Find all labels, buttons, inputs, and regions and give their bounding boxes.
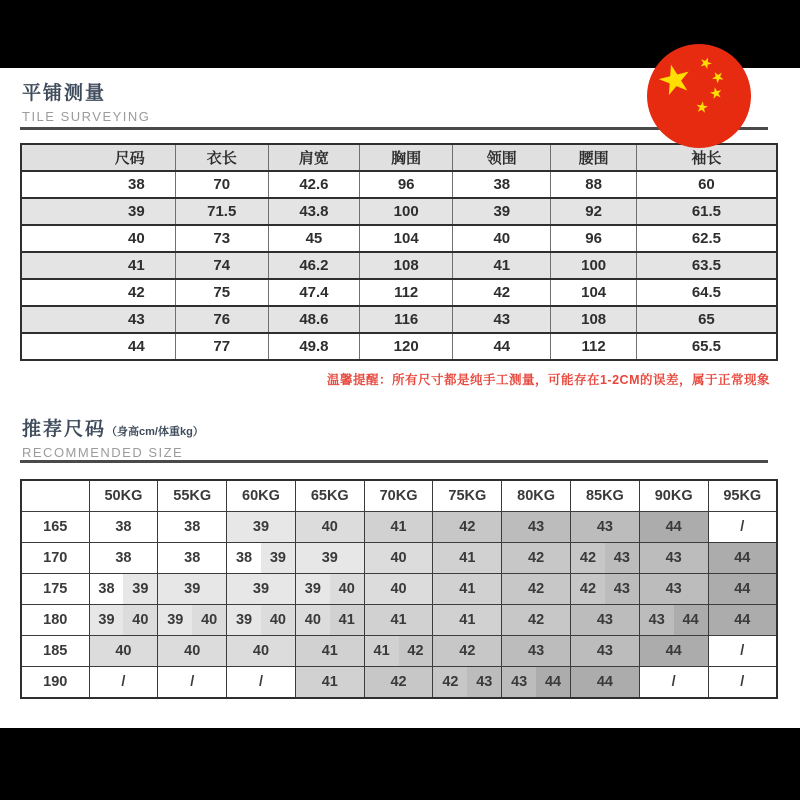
weight-column-header: 90KG — [639, 480, 708, 512]
size-cell — [571, 574, 640, 605]
measure-row — [21, 252, 777, 279]
measure-cell: 108 — [551, 306, 636, 333]
size-cell — [571, 543, 640, 574]
size-cell — [295, 605, 364, 636]
measure-cell: 100 — [360, 198, 453, 225]
measure-cell: 44 — [21, 333, 175, 360]
size-cell-half: 41 — [330, 605, 364, 635]
measure-cell: 45 — [268, 225, 359, 252]
measure-cell: 39 — [453, 198, 551, 225]
size-cell — [227, 605, 296, 636]
size-cell-half: 42 — [571, 574, 605, 604]
recommend-row — [21, 636, 777, 667]
measure-cell: 100 — [551, 252, 636, 279]
recommended-size-section-header — [22, 414, 204, 460]
measure-cell: 49.8 — [268, 333, 359, 360]
size-cell-half: 43 — [640, 605, 674, 635]
section-divider — [20, 460, 768, 463]
size-cell: 42 — [502, 605, 571, 636]
recommend-row — [21, 574, 777, 605]
size-cell: / — [639, 667, 708, 699]
measure-cell: 62.5 — [636, 225, 777, 252]
measure-cell: 41 — [21, 252, 175, 279]
size-cell-half: 42 — [433, 667, 467, 697]
size-cell: 43 — [502, 512, 571, 543]
size-cell-half: 42 — [399, 636, 433, 666]
size-cell: 41 — [364, 512, 433, 543]
size-cell: 42 — [502, 574, 571, 605]
measure-cell: 40 — [21, 225, 175, 252]
china-flag-badge — [647, 44, 751, 148]
size-cell-half: 39 — [296, 574, 330, 604]
measure-cell: 65.5 — [636, 333, 777, 360]
size-cell-half: 44 — [536, 667, 570, 697]
measure-cell: 92 — [551, 198, 636, 225]
flag-small-star-icon: ★ — [696, 53, 716, 74]
measure-cell: 77 — [175, 333, 268, 360]
measure-cell: 96 — [360, 171, 453, 198]
size-cell: 40 — [364, 543, 433, 574]
size-cell-half: 40 — [330, 574, 364, 604]
size-cell: 39 — [158, 574, 227, 605]
size-cell-half: 39 — [90, 605, 124, 635]
size-cell: 41 — [295, 636, 364, 667]
weight-column-header: 80KG — [502, 480, 571, 512]
size-cell-half: 39 — [158, 605, 192, 635]
measure-cell: 112 — [360, 279, 453, 306]
height-row-header: 170 — [21, 543, 89, 574]
size-cell: 40 — [158, 636, 227, 667]
size-cell: / — [89, 667, 158, 699]
size-cell-half: 44 — [674, 605, 708, 635]
size-cell-half: 40 — [296, 605, 330, 635]
section-title-zh-text: 推荐尺码 — [22, 419, 107, 440]
measure-cell: 104 — [360, 225, 453, 252]
measure-cell: 39 — [21, 198, 175, 225]
measure-row — [21, 279, 777, 306]
measure-cell: 64.5 — [636, 279, 777, 306]
flag-big-star-icon: ★ — [652, 54, 698, 106]
measure-cell: 88 — [551, 171, 636, 198]
size-cell: / — [158, 667, 227, 699]
height-row-header: 180 — [21, 605, 89, 636]
size-cell — [364, 636, 433, 667]
section-title-zh: 平铺测量 — [22, 83, 107, 104]
recommend-row — [21, 543, 777, 574]
size-cell: / — [708, 636, 777, 667]
size-cell: 41 — [295, 667, 364, 699]
measure-cell: 116 — [360, 306, 453, 333]
size-cell: 44 — [708, 543, 777, 574]
measure-cell: 46.2 — [268, 252, 359, 279]
section-divider — [20, 127, 768, 130]
weight-column-header: 50KG — [89, 480, 158, 512]
size-cell: 42 — [433, 636, 502, 667]
measure-table — [20, 143, 778, 361]
measure-cell: 47.4 — [268, 279, 359, 306]
size-cell-half: 43 — [467, 667, 501, 697]
measure-cell: 43 — [21, 306, 175, 333]
measure-cell: 112 — [551, 333, 636, 360]
size-cell: / — [227, 667, 296, 699]
measure-row — [21, 171, 777, 198]
size-cell-half: 40 — [261, 605, 295, 635]
size-cell-half: 39 — [227, 605, 261, 635]
section-title-en: RECOMMENDED SIZE — [22, 445, 184, 460]
size-cell: 43 — [571, 605, 640, 636]
size-cell-half: 40 — [123, 605, 157, 635]
size-cell — [89, 605, 158, 636]
measure-cell: 43 — [453, 306, 551, 333]
measure-cell: 71.5 — [175, 198, 268, 225]
measure-cell: 120 — [360, 333, 453, 360]
weight-column-header: 55KG — [158, 480, 227, 512]
measure-column-header: 袖长 — [636, 144, 777, 171]
size-cell — [433, 667, 502, 699]
size-cell: 42 — [433, 512, 502, 543]
recommend-row — [21, 512, 777, 543]
size-cell: 44 — [639, 512, 708, 543]
size-cell: 42 — [502, 543, 571, 574]
size-cell: / — [708, 512, 777, 543]
size-cell: 38 — [89, 543, 158, 574]
size-cell: 40 — [89, 636, 158, 667]
size-cell: 39 — [227, 574, 296, 605]
measure-cell: 104 — [551, 279, 636, 306]
measure-cell: 108 — [360, 252, 453, 279]
weight-column-header: 70KG — [364, 480, 433, 512]
measure-cell: 38 — [453, 171, 551, 198]
size-cell: 43 — [639, 574, 708, 605]
size-cell: 44 — [639, 636, 708, 667]
size-cell-half: 38 — [90, 574, 124, 604]
measure-cell: 41 — [453, 252, 551, 279]
flag-small-star-icon: ★ — [692, 99, 712, 116]
measure-cell: 74 — [175, 252, 268, 279]
measure-column-header: 领围 — [453, 144, 551, 171]
size-cell: 40 — [364, 574, 433, 605]
recommend-row — [21, 605, 777, 636]
size-cell: 41 — [433, 574, 502, 605]
recommend-table — [20, 479, 778, 699]
size-cell-half: 38 — [227, 543, 261, 573]
measure-cell: 43.8 — [268, 198, 359, 225]
size-cell-half: 43 — [502, 667, 536, 697]
size-cell-half: 43 — [605, 574, 639, 604]
size-cell-half: 42 — [571, 543, 605, 573]
measure-cell: 60 — [636, 171, 777, 198]
size-cell — [89, 574, 158, 605]
size-cell: 41 — [433, 543, 502, 574]
measure-cell: 61.5 — [636, 198, 777, 225]
size-cell: 43 — [571, 636, 640, 667]
measurement-disclaimer: 温馨提醒：所有尺寸都是纯手工测量，可能存在1-2CM的误差，属于正常现象 — [326, 373, 770, 387]
flag-small-star-icon: ★ — [705, 83, 727, 104]
measure-cell: 75 — [175, 279, 268, 306]
height-row-header: 190 — [21, 667, 89, 699]
size-cell: 38 — [89, 512, 158, 543]
size-cell: 40 — [227, 636, 296, 667]
weight-column-header: 65KG — [295, 480, 364, 512]
recommend-row — [21, 667, 777, 699]
size-cell: 44 — [571, 667, 640, 699]
size-cell-half: 39 — [123, 574, 157, 604]
measure-row — [21, 198, 777, 225]
size-cell: 43 — [502, 636, 571, 667]
size-cell: / — [708, 667, 777, 699]
size-cell-half: 39 — [261, 543, 295, 573]
measure-cell: 63.5 — [636, 252, 777, 279]
size-cell: 44 — [708, 605, 777, 636]
size-cell: 38 — [158, 512, 227, 543]
measure-cell: 42 — [453, 279, 551, 306]
height-row-header: 185 — [21, 636, 89, 667]
tile-surveying-section-header — [22, 78, 150, 124]
size-cell-half: 43 — [605, 543, 639, 573]
size-cell — [502, 667, 571, 699]
measure-cell: 40 — [453, 225, 551, 252]
measure-cell: 76 — [175, 306, 268, 333]
flag-small-star-icon: ★ — [707, 66, 729, 89]
measure-column-header: 肩宽 — [268, 144, 359, 171]
section-title-en: TILE SURVEYING — [22, 109, 151, 124]
size-cell-half: 41 — [365, 636, 399, 666]
section-title-unit-note: （身高cm/体重kg） — [106, 426, 204, 438]
measure-row — [21, 333, 777, 360]
size-cell — [639, 605, 708, 636]
corner-cell — [21, 480, 89, 512]
size-cell — [227, 543, 296, 574]
measure-cell: 96 — [551, 225, 636, 252]
measure-column-header: 胸围 — [360, 144, 453, 171]
bottom-black-bar — [0, 728, 800, 800]
height-row-header: 165 — [21, 512, 89, 543]
measure-cell: 73 — [175, 225, 268, 252]
size-cell: 39 — [227, 512, 296, 543]
height-row-header: 175 — [21, 574, 89, 605]
weight-column-header: 60KG — [227, 480, 296, 512]
measure-column-header: 腰围 — [551, 144, 636, 171]
size-cell: 42 — [364, 667, 433, 699]
size-cell: 44 — [708, 574, 777, 605]
measure-cell: 38 — [21, 171, 175, 198]
weight-column-header: 85KG — [571, 480, 640, 512]
measure-cell: 70 — [175, 171, 268, 198]
measure-column-header: 尺码 — [21, 144, 175, 171]
size-cell: 41 — [433, 605, 502, 636]
measure-cell: 65 — [636, 306, 777, 333]
measure-row — [21, 225, 777, 252]
measure-cell: 42.6 — [268, 171, 359, 198]
weight-column-header: 75KG — [433, 480, 502, 512]
weight-column-header: 95KG — [708, 480, 777, 512]
size-cell: 38 — [158, 543, 227, 574]
size-cell: 43 — [571, 512, 640, 543]
size-cell — [158, 605, 227, 636]
size-cell — [295, 574, 364, 605]
size-cell: 43 — [639, 543, 708, 574]
measure-cell: 44 — [453, 333, 551, 360]
measure-cell: 48.6 — [268, 306, 359, 333]
size-cell: 40 — [295, 512, 364, 543]
size-cell-half: 40 — [192, 605, 226, 635]
measure-row — [21, 306, 777, 333]
size-cell: 39 — [295, 543, 364, 574]
measure-column-header: 衣长 — [175, 144, 268, 171]
section-title-zh — [22, 414, 204, 441]
measure-cell: 42 — [21, 279, 175, 306]
size-cell: 41 — [364, 605, 433, 636]
